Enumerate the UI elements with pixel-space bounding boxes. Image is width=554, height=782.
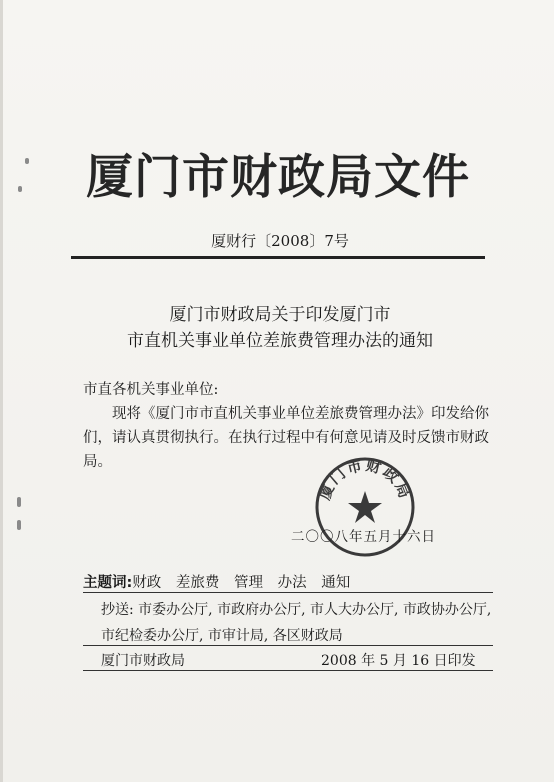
scan-speck — [17, 520, 21, 530]
document-header-title: 厦门市财政局文件 — [86, 150, 470, 205]
footer-divider — [83, 645, 493, 646]
keywords-label: 主题词: — [83, 575, 133, 591]
signature-date: 二〇〇八年五月十六日 — [291, 529, 436, 545]
footer-divider — [83, 670, 493, 671]
header-divider — [71, 256, 485, 259]
scan-speck — [25, 158, 29, 164]
seal-star-icon — [348, 491, 382, 523]
issue-date: 2008 年 5 月 16 日印发 — [321, 653, 476, 669]
scan-speck — [18, 186, 22, 192]
seal-text: 厦门市财政局 — [315, 455, 415, 503]
keywords-value: 财政 差旅费 管理 办法 通知 — [132, 575, 351, 591]
body-paragraph: 现将《厦门市市直机关事业单位差旅费管理办法》印发给你们，请认真贯彻执行。在执行过程中有何意见请及时反馈市财政局。 — [83, 406, 489, 470]
issuer: 厦门市财政局 — [101, 653, 185, 669]
subject-line-1: 厦门市财政局关于印发厦门市 — [169, 305, 391, 325]
addressee: 市直各机关事业单位: — [83, 382, 219, 398]
scan-speck — [17, 497, 21, 507]
keywords-line — [83, 571, 350, 592]
footer-divider — [83, 592, 493, 593]
subject-line-2: 市直机关事业单位差旅费管理办法的通知 — [127, 331, 433, 351]
document-number: 厦财行〔2008〕7号 — [211, 232, 349, 250]
copy-to: 抄送: 市委办公厅, 市政府办公厅, 市人大办公厅, 市政协办公厅, 市纪检委办公厅, 市审计局, 各区财政局 — [101, 602, 492, 644]
